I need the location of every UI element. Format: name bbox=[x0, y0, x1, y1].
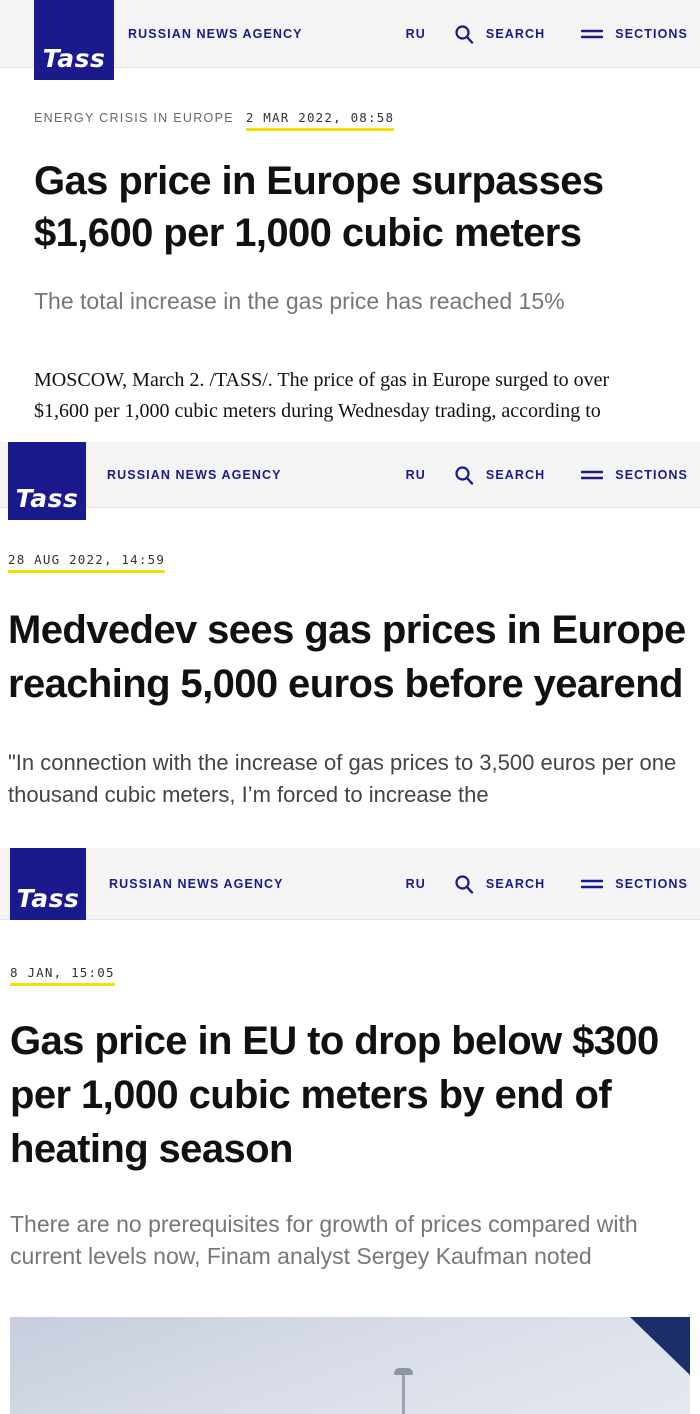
search-button-2[interactable] bbox=[454, 465, 545, 485]
article-photo bbox=[10, 1317, 690, 1414]
search-icon bbox=[454, 24, 474, 44]
article-2-quote: "In connection with the increase of gas prices to 3,500 euros per one thousand cubic meters, I’m forced to increase the bbox=[8, 750, 677, 807]
article-3-meta bbox=[10, 920, 690, 986]
article-card-3 bbox=[0, 848, 700, 1414]
search-icon bbox=[454, 465, 474, 485]
sections-label: SECTIONS bbox=[615, 467, 688, 482]
article-2 bbox=[0, 508, 700, 811]
hamburger-menu-icon bbox=[581, 467, 603, 483]
search-button-1[interactable] bbox=[454, 24, 545, 44]
article-3-lead: There are no prerequisites for growth of prices compared with current levels now, Finam analyst Sergey Kaufman noted bbox=[10, 1211, 638, 1269]
search-label: SEARCH bbox=[485, 26, 546, 41]
article-1-headline[interactable]: Gas price in Europe surpasses $1,600 per 1,000 cubic meters bbox=[34, 159, 604, 255]
tass-logo-text: Tass bbox=[42, 44, 106, 73]
site-header-3 bbox=[0, 848, 700, 920]
search-label: SEARCH bbox=[485, 467, 546, 482]
tass-logo-1[interactable] bbox=[34, 0, 114, 80]
street-lamp-shape bbox=[402, 1373, 405, 1414]
article-1 bbox=[0, 68, 700, 427]
agency-label-3: RUSSIAN NEWS AGENCY bbox=[109, 876, 284, 891]
hamburger-menu-icon bbox=[581, 26, 603, 42]
article-3-date: 8 JAN, 15:05 bbox=[10, 965, 115, 986]
agency-label-1: RUSSIAN NEWS AGENCY bbox=[128, 26, 303, 41]
article-card-1 bbox=[0, 0, 700, 442]
language-switch-ru-1[interactable] bbox=[406, 27, 426, 41]
photo-corner-decoration bbox=[630, 1317, 690, 1375]
language-label: RU bbox=[405, 467, 426, 482]
article-3-headline[interactable]: Gas price in EU to drop below $300 per 1,000 cubic meters by end of heating season bbox=[10, 1019, 659, 1171]
tass-logo-text: Tass bbox=[16, 884, 80, 913]
search-button-3[interactable] bbox=[454, 874, 545, 894]
hamburger-menu-icon bbox=[581, 876, 603, 892]
article-card-2 bbox=[0, 442, 700, 848]
tass-logo-3[interactable] bbox=[10, 848, 86, 920]
language-switch-ru-2[interactable] bbox=[406, 468, 426, 482]
header-nav-1 bbox=[406, 24, 700, 44]
article-1-lead: The total increase in the gas price has reached 15% bbox=[34, 288, 565, 314]
sections-menu-button-1[interactable] bbox=[581, 26, 688, 42]
search-label: SEARCH bbox=[485, 876, 546, 891]
header-nav-2 bbox=[406, 465, 700, 485]
tass-logo-2[interactable] bbox=[8, 442, 86, 520]
sections-menu-button-3[interactable] bbox=[581, 876, 688, 892]
language-switch-ru-3[interactable] bbox=[406, 877, 426, 891]
article-2-headline[interactable]: Medvedev sees gas prices in Europe reaching 5,000 euros before yearend bbox=[8, 608, 686, 706]
sections-label: SECTIONS bbox=[615, 876, 688, 891]
search-icon bbox=[454, 874, 474, 894]
tass-logo-text: Tass bbox=[15, 484, 79, 513]
article-1-meta bbox=[34, 68, 666, 131]
header-nav-3 bbox=[406, 874, 700, 894]
article-2-date: 28 AUG 2022, 14:59 bbox=[8, 552, 165, 573]
site-header-2 bbox=[0, 442, 700, 513]
article-3 bbox=[0, 920, 700, 1272]
sections-menu-button-2[interactable] bbox=[581, 467, 688, 483]
article-1-date: 2 MAR 2022, 08:58 bbox=[246, 110, 394, 131]
language-label: RU bbox=[405, 876, 426, 891]
article-1-rubric[interactable]: ENERGY CRISIS IN EUROPE bbox=[34, 111, 234, 125]
language-label: RU bbox=[405, 26, 426, 41]
article-1-body: MOSCOW, March 2. /TASS/. The price of gas in Europe surged to over $1,600 per 1,000 cubic meters during Wednesday trading, according to bbox=[34, 369, 610, 422]
sections-label: SECTIONS bbox=[615, 26, 688, 41]
article-2-meta bbox=[8, 508, 692, 573]
site-header-1 bbox=[0, 0, 700, 73]
agency-label-2: RUSSIAN NEWS AGENCY bbox=[107, 467, 282, 482]
